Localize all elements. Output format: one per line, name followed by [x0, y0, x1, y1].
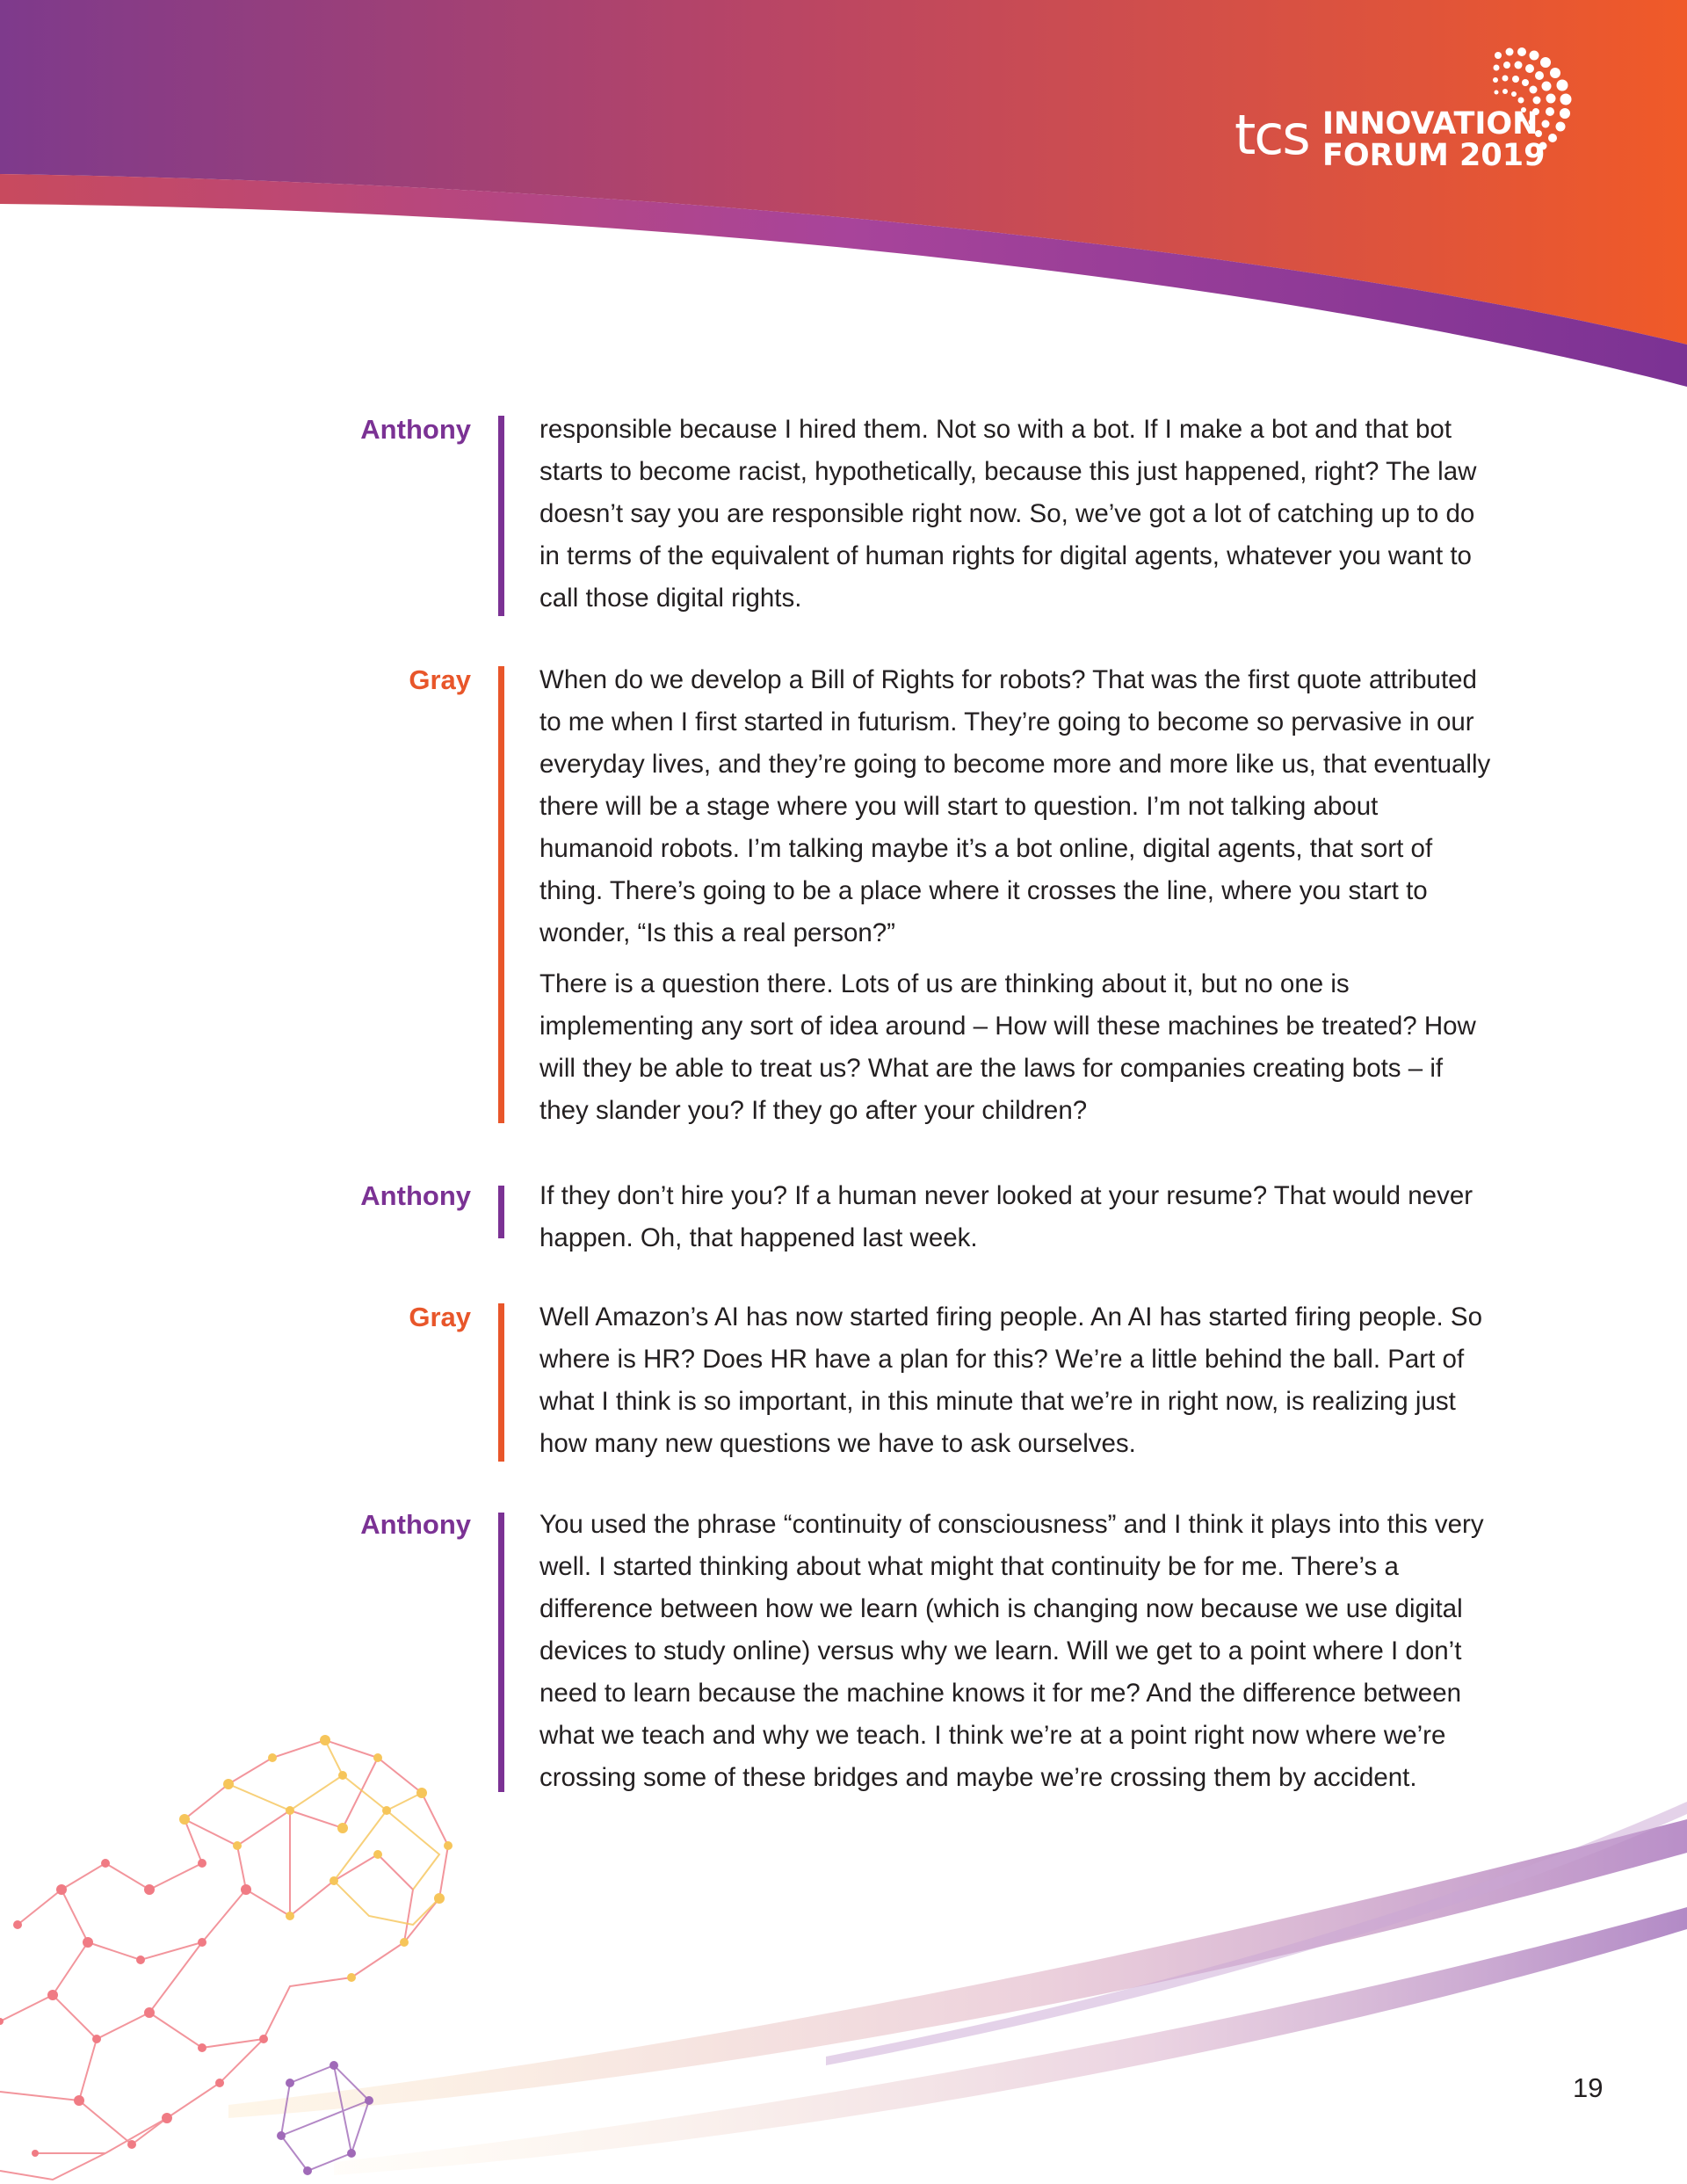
speaker-name: Gray: [409, 1302, 471, 1332]
dialogue-text: [539, 1175, 1497, 1268]
speaker-bar: [498, 1303, 504, 1462]
speaker-name: Anthony: [360, 414, 471, 445]
footer-decoration: [0, 1626, 1687, 2184]
speaker-name: Gray: [409, 664, 471, 695]
paragraph: responsible because I hired them. Not so with a bot. If I make a bot and that bot starts to become racist, hypothetically, because this just happened, right? The law doesn’t say you are responsible right now. So, we’ve got a lot of catching up to do in terms of the equivalent of human rights for digital agents, whatever you want to call those digital rights.: [539, 415, 1477, 613]
logo-tcs-wordmark: tcs: [1234, 103, 1309, 167]
tcs-logo: [1226, 40, 1577, 189]
dialogue-text: [539, 409, 1497, 628]
paragraph: Well Amazon’s AI has now started firing people. An AI has started firing people. So where is HR? Does HR have a plan for this? We’re a little behind the ball. Part of what I think is so important, in this minute that we’re in right now, is realizing just how many new questions we have to ask ourselves.: [539, 1302, 1483, 1458]
dialogue-text: [539, 1296, 1497, 1474]
speaker-bar: [498, 1186, 504, 1238]
paragraph: If they don’t hire you? If a human never looked at your resume? That would never happen. Oh, that happened last week.: [539, 1181, 1473, 1252]
speaker-bar: [498, 666, 504, 1123]
speaker-name: Anthony: [360, 1180, 471, 1211]
logo-forum-2019: FORUM 2019: [1322, 138, 1546, 173]
speaker-name: Anthony: [360, 1509, 471, 1540]
dialogue-text: [539, 659, 1497, 1141]
page-number: 19: [1573, 2072, 1604, 2103]
paragraph: You used the phrase “continuity of consciousness” and I think it plays into this very well. I started thinking about what might that continuity be for me. There’s a difference between how we learn (which is changing now because we use digital devices to study online) versus why we learn. Will we get to a point where I don’t need to learn because the machine knows it for me? And the difference between what we teach and why we teach. I think we’re at a point right now where we’re crossing some of these bridges and maybe we’re crossing them by accident.: [539, 1510, 1484, 1792]
paragraph: There is a question there. Lots of us are thinking about it, but no one is implementing any sort of idea around – How will these machines be treated? How will they be able to treat us? What are the laws for companies creating bots – if they slander you? If they go after your children?: [539, 969, 1476, 1125]
speaker-bar: [498, 416, 504, 616]
paragraph: When do we develop a Bill of Rights for robots? That was the first quote attributed to me when I first started in futurism. They’re going to become so pervasive in our everyday lives, and they’re going to become more and more like us, that eventually there will be a stage where you will start to question. I’m not talking about humanoid robots. I’m talking maybe it’s a bot online, digital agents, that sort of thing. There’s going to be a place where it crosses the line, where you start to wonder, “Is this a real person?”: [539, 665, 1491, 947]
logo-innovation: INNOVATION: [1322, 106, 1539, 141]
